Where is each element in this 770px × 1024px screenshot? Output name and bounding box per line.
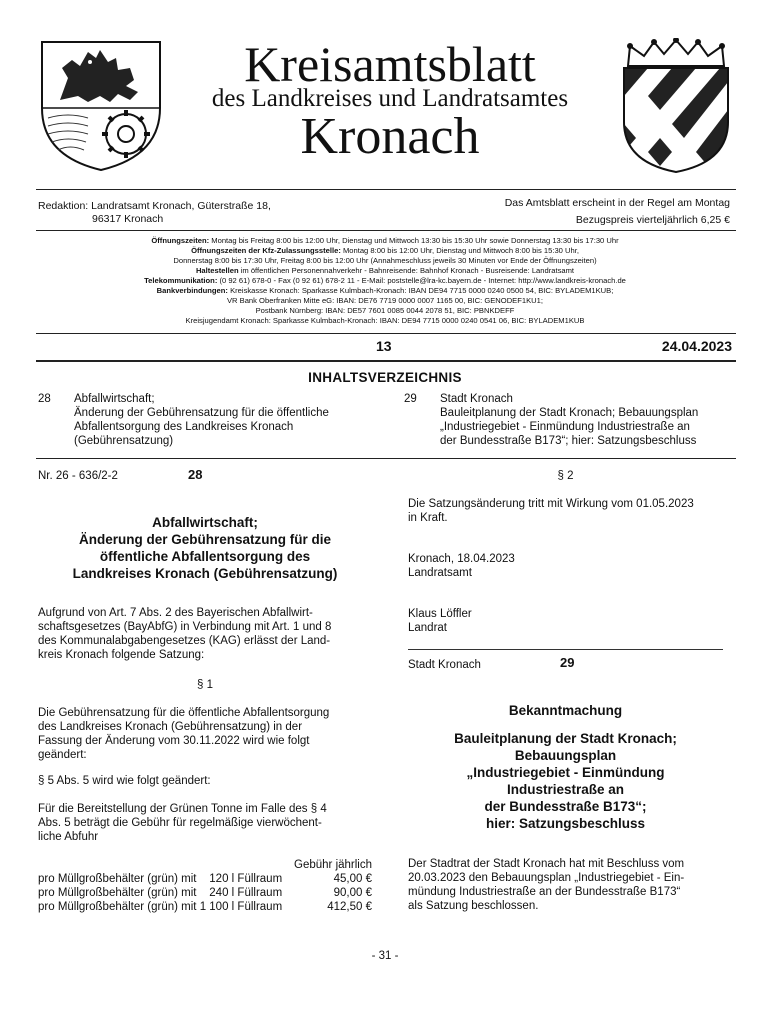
text-line: Aufgrund von Art. 7 Abs. 2 des Bayerischen Abfallwirt-: [38, 607, 313, 619]
heading-line: Bebauungsplan: [514, 748, 617, 763]
text-line: Abs. 5 beträgt die Gebühr für regelmäßige vierwöchent-: [38, 817, 322, 829]
authority-line: Landratsamt: [408, 567, 472, 579]
fee-description: pro Müllgroßbehälter (grün) mit 120 l Füllraum: [38, 873, 283, 885]
issue-number: 13: [376, 338, 392, 354]
entry-number: 28: [188, 467, 203, 482]
entry-source: Stadt Kronach: [408, 659, 481, 671]
masthead-city: Kronach: [300, 108, 480, 165]
toc-item-number: 29: [404, 393, 417, 405]
place-date-line: Kronach, 18.04.2023: [408, 553, 515, 565]
toc-line: Bauleitplanung der Stadt Kronach; Bebauungsplan: [440, 407, 699, 419]
text-line: kreis Kronach folgende Satzung:: [38, 649, 205, 661]
info-label: Telekommunikation:: [144, 276, 218, 285]
fee-row: [38, 900, 372, 914]
text-line: liche Abfuhr: [38, 831, 99, 843]
text-line: Die Satzungsänderung tritt mit Wirkung vom 01.05.2023: [408, 498, 694, 510]
toc-line: „Industriegebiet - Einmündung Industriestraße an: [440, 421, 690, 433]
redaktion-address: [38, 200, 271, 226]
toc-line: der Bundesstraße B173“; hier: Satzungsbeschluss: [440, 435, 697, 447]
announcement-body: [408, 857, 730, 913]
bank-details-vr: VR Bank Oberfranken Mitte eG: IBAN: DE76 7719 0000 0007 1165 00, BIC: GENODEF1KU1;: [226, 296, 543, 305]
masthead-title: Kreisamtsblatt: [244, 36, 536, 92]
fee-description: pro Müllgroßbehälter (grün) mit 1 100 l Füllraum: [38, 901, 283, 913]
fee-value: 45,00 €: [333, 873, 372, 885]
signature-block: [408, 607, 472, 635]
amendment-paragraph: § 5 Abs. 5 wird wie folgt geändert:: [38, 775, 211, 787]
opening-hours: Montag bis Freitag 8:00 bis 12:00 Uhr, Dienstag und Mittwoch 13:30 bis 15:30 Uhr sowie Donnerstag 13:30 bis 17:30 Uhr: [209, 236, 619, 245]
toc-item-29[interactable]: [440, 392, 740, 448]
redaktion-line-2: 96317 Kronach: [92, 213, 164, 225]
text-line: in Kraft.: [408, 512, 448, 524]
registration-hours-cont: Donnerstag 8:00 bis 17:30 Uhr, Freitag 8:00 bis 12:00 Uhr (Annahmeschluss jeweils 30 Minuten vor Ende der Öffnungszeiten): [173, 256, 597, 265]
section-1-paragraph: [38, 706, 372, 762]
toc-divider: [36, 458, 736, 459]
masthead-divider: [36, 189, 736, 190]
info-label: Öffnungszeiten:: [151, 236, 210, 245]
fee-row: [38, 886, 372, 900]
toc-item-28[interactable]: [74, 392, 374, 448]
place-and-date: [408, 552, 515, 580]
heading-line: Änderung der Gebührensatzung für die: [78, 532, 331, 547]
text-line: Die Gebührensatzung für die öffentliche Abfallentsorgung: [38, 707, 330, 719]
text-line: Für die Bereitstellung der Grünen Tonne im Falle des § 4: [38, 803, 327, 815]
office-info-block: [40, 236, 730, 326]
fee-value: 412,50 €: [327, 901, 372, 913]
heading-line: Landkreises Kronach (Gebührensatzung): [72, 566, 338, 581]
entry-number: 29: [560, 655, 575, 670]
heading-line: Abfallwirtschaft;: [152, 515, 258, 530]
effective-date-paragraph: [408, 497, 738, 525]
issue-divider-bottom: [36, 360, 736, 362]
redaktion-line-1: Redaktion: Landratsamt Kronach, Güterstraße 18,: [38, 200, 271, 212]
page-number: - 31 -: [371, 950, 399, 962]
reference-number: Nr. 26 - 636/2-2: [38, 470, 118, 482]
text-line: als Satzung beschlossen.: [408, 900, 539, 912]
text-line: Der Stadtrat der Stadt Kronach hat mit Beschluss vom: [408, 858, 685, 870]
transit-stops: im öffentlichen Personennahverkehr - Bahnreisende: Bahnhof Kronach - Busreisende: Landratsamt: [238, 266, 575, 275]
heading-line: Industriestraße an: [506, 782, 625, 797]
masthead-subtitle: des Landkreises und Landratsamtes: [211, 85, 569, 112]
bank-details-jugendamt: Kreisjugendamt Kronach: Sparkasse Kulmbach-Kronach: IBAN: DE94 7715 0000 0240 0541 06, BIC: BYLADEM1KUB: [185, 316, 585, 325]
issue-divider-top: [36, 333, 736, 334]
text-line: des Kommunalabgabengesetzes (KAG) erlässt der Land-: [38, 635, 331, 647]
toc-line: Stadt Kronach: [440, 393, 513, 405]
toc-line: Abfallwirtschaft;: [74, 393, 155, 405]
heading-line: der Bundesstraße B173“;: [484, 799, 647, 814]
subscription-price: Bezugspreis vierteljährlich 6,25 €: [575, 214, 730, 226]
toc-line: Abfallentsorgung des Landkreises Kronach: [74, 421, 294, 433]
section-2-heading: § 2: [557, 470, 574, 482]
telecommunication: (0 92 61) 678-0 - Fax (0 92 61) 678-2 11 - E-Mail: poststelle@lra-kc.bayern.de - Internet: http://www.landkreis-kronach.de: [217, 276, 626, 285]
announcement-label: Bekanntmachung: [508, 703, 623, 718]
toc-line: (Gebührensatzung): [74, 435, 174, 447]
toc-title: INHALTSVERZEICHNIS: [308, 370, 462, 385]
signature-divider: [408, 649, 723, 650]
text-line: schaftsgesetzes (BayAbfG) in Verbindung mit Art. 1 und 8: [38, 621, 332, 633]
info-label: Öffnungszeiten der Kfz-Zulassungsstelle:: [191, 246, 341, 255]
text-line: 20.03.2023 den Bebauungsplan „Industriegebiet - Ein-: [408, 872, 685, 884]
info-label: Bankverbindungen:: [156, 286, 228, 295]
bank-details-postbank: Postbank Nürnberg: IBAN: DE57 7601 0085 0044 2078 51, BIC: PBNKDEFF: [255, 306, 515, 315]
text-line: des Landkreises Kronach (Gebührensatzung) in der: [38, 721, 303, 733]
fee-description: pro Müllgroßbehälter (grün) mit 240 l Füllraum: [38, 887, 283, 899]
heading-line: „Industriegebiet - Einmündung: [466, 765, 665, 780]
fee-table-header: Gebühr jährlich: [294, 859, 372, 871]
bavarian-lozenge-coat-of-arms-icon: [618, 38, 734, 174]
article-heading-29: [408, 730, 723, 832]
bank-details: Kreiskasse Kronach: Sparkasse Kulmbach-Kronach: IBAN DE94 7715 0000 0240 0500 54, BIC: BYLADEM1KUB;: [227, 286, 614, 295]
text-line: Fassung der Änderung vom 30.11.2022 wird wie folgt: [38, 735, 310, 747]
fee-row: [38, 872, 372, 886]
fee-value: 90,00 €: [333, 887, 372, 899]
publication-info: [505, 195, 730, 229]
heading-line: öffentliche Abfallentsorgung des: [99, 549, 311, 564]
fee-table: [38, 858, 372, 914]
signer-name: Klaus Löffler: [408, 608, 472, 620]
issue-date: 24.04.2023: [661, 338, 732, 354]
district-coat-of-arms-icon: [38, 38, 164, 174]
section-1-heading: § 1: [197, 679, 213, 691]
publication-frequency: Das Amtsblatt erscheint in der Regel am Montag: [504, 197, 730, 209]
heading-line: Bauleitplanung der Stadt Kronach;: [454, 731, 677, 746]
toc-line: Änderung der Gebührensatzung für die öffentliche: [74, 407, 329, 419]
text-line: geändert:: [38, 749, 87, 761]
info-label: Haltestellen: [195, 266, 239, 275]
intro-paragraph: [38, 606, 372, 662]
info-divider-top: [36, 230, 736, 231]
fee-description-paragraph: [38, 802, 372, 844]
registration-hours: Montag 8:00 bis 12:00 Uhr, Dienstag und Mittwoch 8:00 bis 15:30 Uhr,: [340, 246, 579, 255]
toc-item-number: 28: [38, 393, 51, 405]
article-heading-28: [38, 514, 372, 582]
text-line: mündung Industriestraße an der Bundesstraße B173“: [408, 886, 681, 898]
heading-line: hier: Satzungsbeschluss: [485, 816, 646, 831]
signer-title: Landrat: [408, 622, 448, 634]
